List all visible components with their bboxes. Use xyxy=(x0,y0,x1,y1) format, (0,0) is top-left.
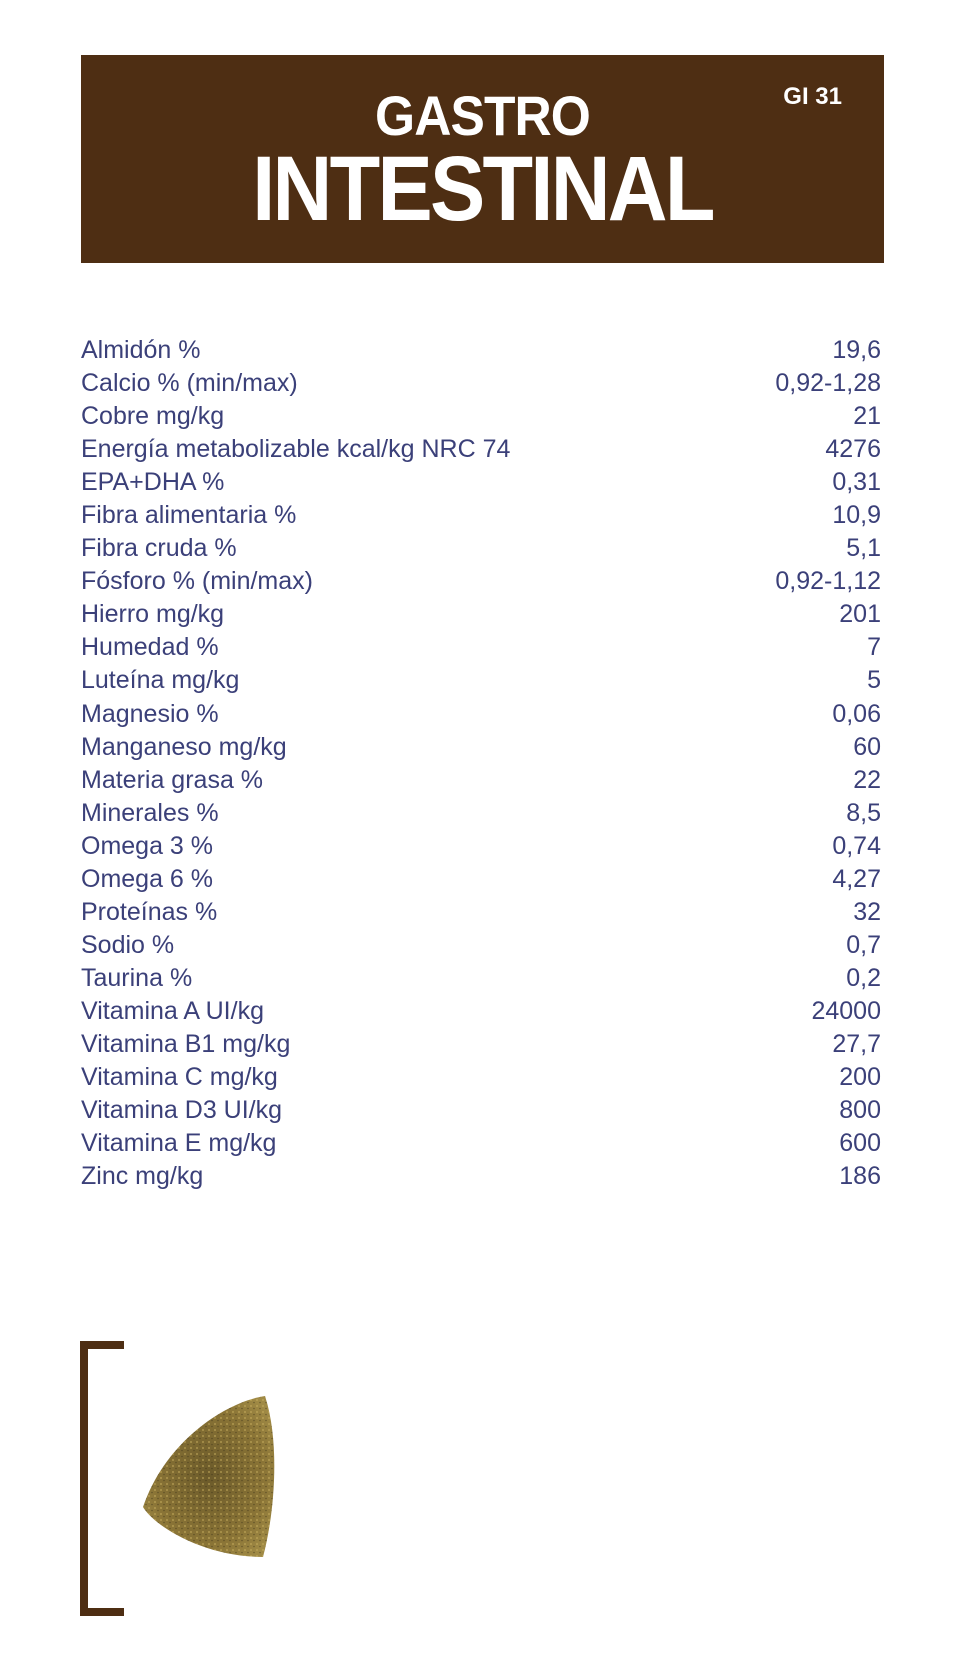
nutrient-row xyxy=(81,1127,881,1160)
nutrient-value: 0,74 xyxy=(832,831,881,860)
nutrient-value: 0,92-1,12 xyxy=(775,567,881,596)
title-line-2: INTESTINAL xyxy=(252,138,713,240)
nutrient-label: EPA+DHA % xyxy=(81,468,225,497)
nutrient-row xyxy=(81,995,881,1028)
nutrient-value: 4,27 xyxy=(832,864,881,893)
nutrient-value: 600 xyxy=(839,1129,881,1158)
nutrient-value: 5,1 xyxy=(846,534,881,563)
nutrient-label: Vitamina B1 mg/kg xyxy=(81,1029,291,1058)
nutrient-value: 8,5 xyxy=(846,798,881,827)
nutrient-value: 186 xyxy=(839,1162,881,1191)
nutrient-label: Materia grasa % xyxy=(81,765,264,794)
nutrient-row xyxy=(81,962,881,995)
nutrient-row xyxy=(81,631,881,664)
bracket-decoration xyxy=(80,1341,124,1616)
nutrient-value: 0,06 xyxy=(832,699,881,728)
nutrient-row xyxy=(81,698,881,731)
nutrient-row xyxy=(81,433,881,466)
nutrient-row xyxy=(81,367,881,400)
nutrient-label: Omega 3 % xyxy=(81,831,214,860)
nutrient-row xyxy=(81,466,881,499)
nutrient-label: Sodio % xyxy=(81,930,175,959)
nutrient-row xyxy=(81,664,881,697)
nutrient-row xyxy=(81,1061,881,1094)
nutrient-label: Proteínas % xyxy=(81,897,218,926)
nutrient-label: Luteína mg/kg xyxy=(81,666,240,695)
nutrient-row xyxy=(81,1094,881,1127)
nutrient-row xyxy=(81,830,881,863)
nutrient-label: Omega 6 % xyxy=(81,864,214,893)
nutrient-value: 800 xyxy=(839,1096,881,1125)
nutrient-value: 201 xyxy=(839,600,881,629)
nutrient-label: Energía metabolizable kcal/kg NRC 74 xyxy=(81,435,511,464)
nutrient-value: 5 xyxy=(867,666,881,695)
nutrient-row xyxy=(81,929,881,962)
product-code: GI 31 xyxy=(783,83,842,110)
nutrient-label: Magnesio % xyxy=(81,699,219,728)
nutrient-label: Minerales % xyxy=(81,798,219,827)
nutrient-row xyxy=(81,499,881,532)
nutrient-row xyxy=(81,565,881,598)
nutrient-value: 22 xyxy=(853,765,881,794)
nutrient-label: Humedad % xyxy=(81,633,219,662)
nutrient-label: Fósforo % (min/max) xyxy=(81,567,313,596)
nutrient-value: 60 xyxy=(853,732,881,761)
nutrient-row xyxy=(81,598,881,631)
nutrient-value: 21 xyxy=(853,402,881,431)
nutrient-value: 0,92-1,28 xyxy=(775,369,881,398)
title-line-1: GASTRO xyxy=(375,84,590,147)
nutrient-value: 27,7 xyxy=(832,1029,881,1058)
nutrient-row xyxy=(81,400,881,433)
nutrient-row xyxy=(81,863,881,896)
nutrient-row xyxy=(81,334,881,367)
nutrient-label: Calcio % (min/max) xyxy=(81,369,298,398)
nutrient-row xyxy=(81,764,881,797)
nutrient-label: Almidón % xyxy=(81,336,201,364)
nutrient-value: 32 xyxy=(853,897,881,926)
nutrient-row xyxy=(81,896,881,929)
nutrient-value: 4276 xyxy=(825,435,881,464)
nutrient-row xyxy=(81,731,881,764)
nutrient-label: Manganeso mg/kg xyxy=(81,732,287,761)
nutrient-label: Vitamina A UI/kg xyxy=(81,996,264,1025)
nutrient-label: Zinc mg/kg xyxy=(81,1162,204,1191)
nutrient-label: Hierro mg/kg xyxy=(81,600,225,629)
nutrient-value: 10,9 xyxy=(832,501,881,530)
nutrient-value: 7 xyxy=(867,633,881,662)
nutrient-value: 24000 xyxy=(811,996,881,1025)
nutrient-label: Taurina % xyxy=(81,963,193,992)
nutrient-label: Vitamina D3 UI/kg xyxy=(81,1096,283,1125)
nutrient-row xyxy=(81,1028,881,1061)
nutrient-label: Fibra cruda % xyxy=(81,534,237,563)
nutrient-value: 0,7 xyxy=(846,930,881,959)
nutrient-value: 0,2 xyxy=(846,963,881,992)
kibble-image xyxy=(135,1392,285,1562)
nutrient-row xyxy=(81,1160,881,1193)
nutrient-row xyxy=(81,532,881,565)
product-header xyxy=(81,55,884,263)
nutrient-value: 200 xyxy=(839,1063,881,1092)
nutrient-label: Vitamina E mg/kg xyxy=(81,1129,277,1158)
nutrient-label: Vitamina C mg/kg xyxy=(81,1063,278,1092)
nutrient-label: Cobre mg/kg xyxy=(81,402,225,431)
nutrient-value: 19,6 xyxy=(832,336,881,364)
nutrient-label: Fibra alimentaria % xyxy=(81,501,297,530)
nutrient-table xyxy=(81,334,881,1193)
nutrient-value: 0,31 xyxy=(832,468,881,497)
nutrient-row xyxy=(81,797,881,830)
